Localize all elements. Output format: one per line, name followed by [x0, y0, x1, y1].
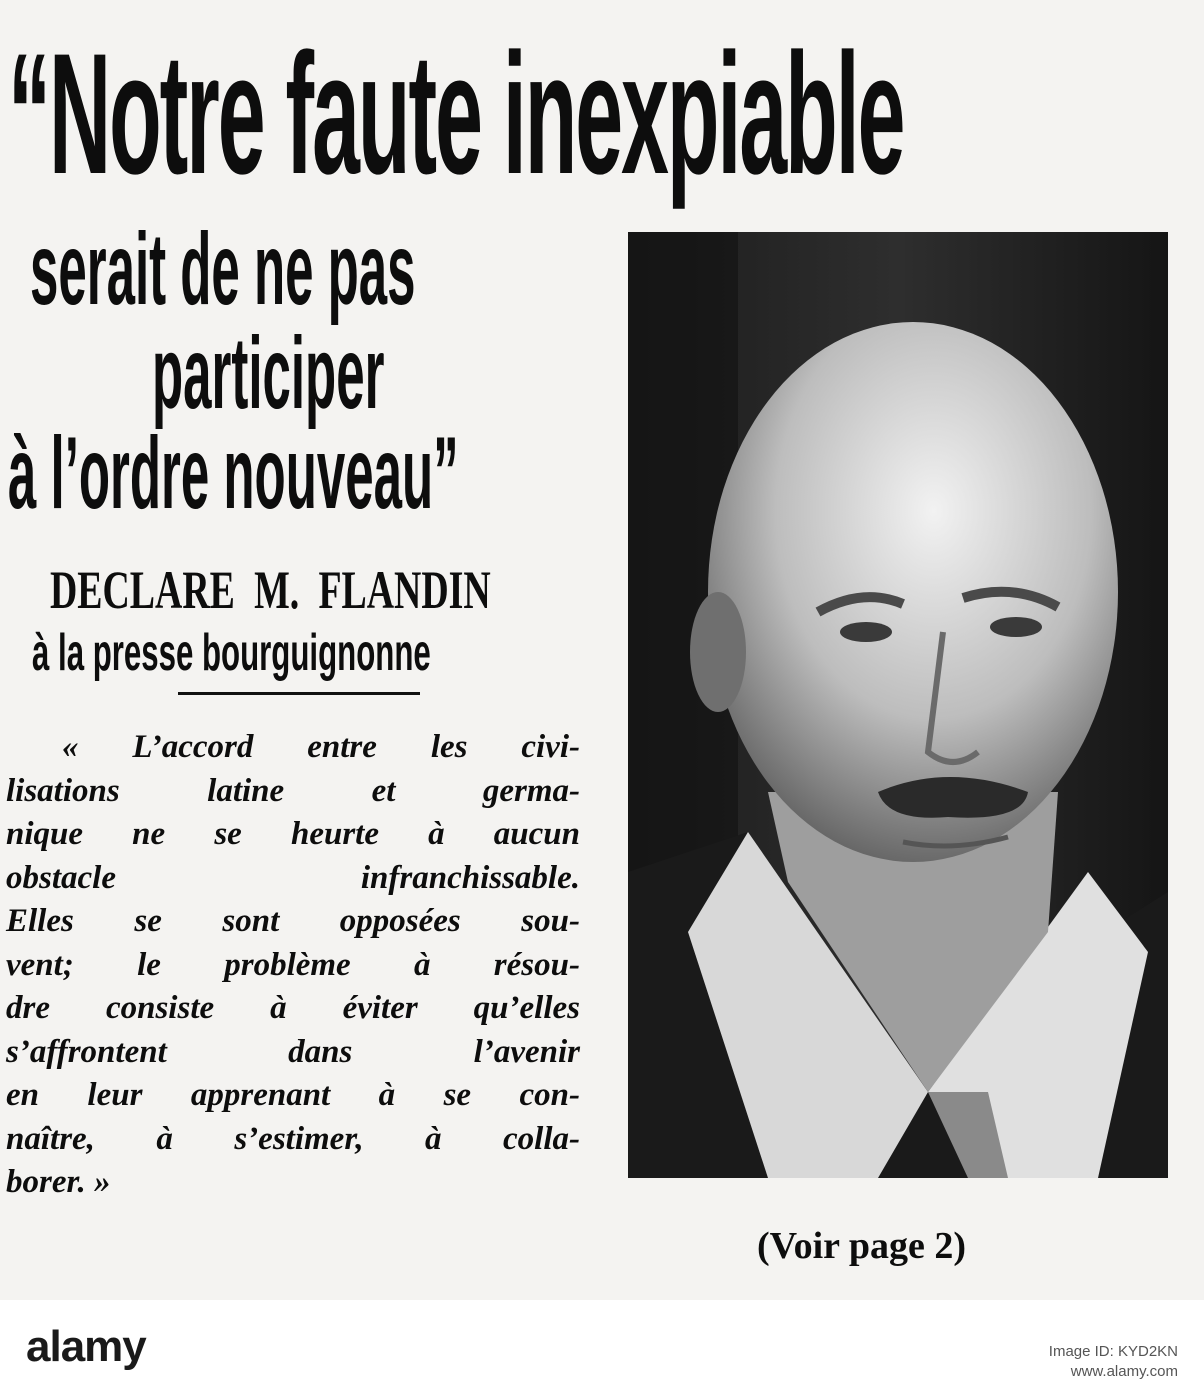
- quote-line: « L’accord entre les civi-: [62, 729, 580, 765]
- quote-line: vent; le problème à résou-: [6, 946, 580, 983]
- headline-line-1: “Notre faute inexpiable: [8, 18, 904, 210]
- divider-rule: [178, 692, 420, 695]
- quote-line: nique ne se heurte à aucun: [6, 816, 580, 852]
- quote-line: dre consiste à éviter qu’elles: [6, 990, 580, 1026]
- quote-line: s’affrontent dans l’avenir: [6, 1033, 580, 1070]
- quote-line: lisations latine et germa-: [6, 772, 580, 809]
- headline-line-3: participer: [152, 316, 385, 430]
- site-url: www.alamy.com: [1070, 1363, 1178, 1380]
- headline-line-4: à l’ordre nouveau”: [8, 416, 459, 530]
- image-id-block: [1049, 1342, 1178, 1382]
- alamy-logo: alamy: [26, 1322, 146, 1371]
- quote-line: Elles se sont opposées sou-: [6, 903, 580, 939]
- stock-footer: [0, 1300, 1204, 1390]
- portrait-photo: [628, 232, 1168, 1178]
- photo-caption: (Voir page 2): [757, 1225, 966, 1267]
- headline-line-2: serait de ne pas: [30, 212, 416, 326]
- quote-line: borer. »: [6, 1164, 111, 1200]
- quote-paragraph: [6, 726, 580, 1205]
- subhead-presse: à la presse bourguignonne: [32, 624, 431, 682]
- quote-line: obstacle infranchissable.: [6, 859, 580, 896]
- image-id-label: Image ID: KYD2KN: [1048, 1343, 1178, 1360]
- quote-line: naître, à s’estimer, à colla-: [6, 1120, 580, 1157]
- quote-line: en leur apprenant à se con-: [6, 1077, 580, 1113]
- subhead-declare: DECLARE M. FLANDIN: [50, 560, 491, 620]
